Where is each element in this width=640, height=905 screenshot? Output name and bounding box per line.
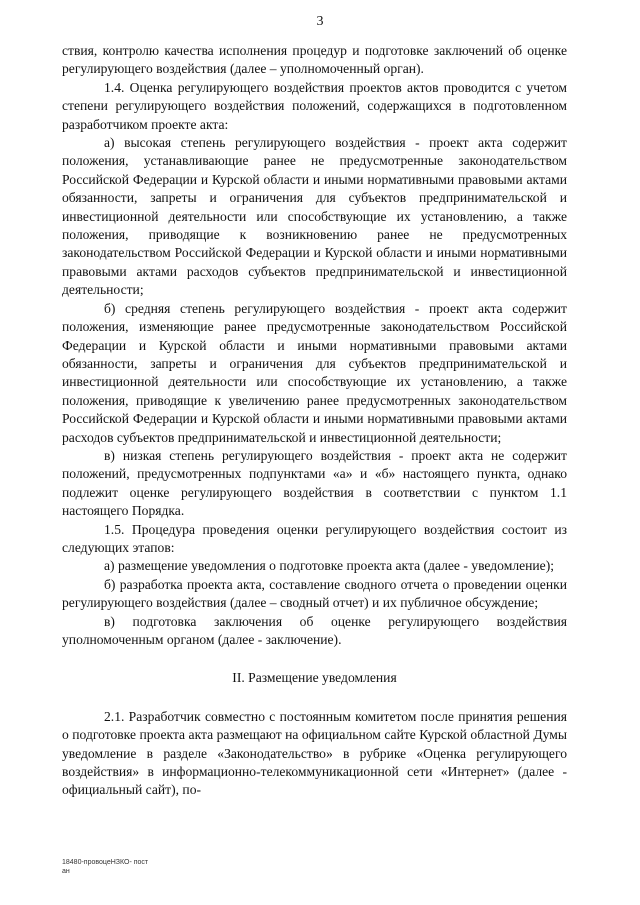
paragraph-2-1: 2.1. Разработчик совместно с постоянным комитетом после принятия решения о подготовке проекта акта размещают на официальном сайте Курской областной Думы уведомление в разделе «Законодательство» в рубрике «Оценка регулирующего воздействия» в информационно-телекоммуникационной сети «Интернет» (далее - официальный сайт), по- <box>62 708 567 798</box>
footer-note <box>62 858 148 876</box>
section-heading: II. Размещение уведомления <box>232 670 397 686</box>
paragraph-1-5-a: а) размещение уведомления о подготовке проекта акта (далее - уведомление); <box>104 558 555 574</box>
paragraph-1-4-a: а) высокая степень регулирующего воздействия - проект акта содержит положения, устанавливающие ранее не предусмотренные законодательством Российской Федерации и Курской области и иными нормативными правовыми актами обязанности, запреты и ограничения для субъектов предпринимательской и инвестиционной деятельности или способствующие их установлению, а также положения, приводящие к возникновению ранее не предусмотренных законодательством Российской Федерации и Курской области и иными нормативными правовыми актами расходов субъектов предпринимательской и инвестиционной деятельности; <box>62 135 567 298</box>
page-number: 3 <box>316 14 324 29</box>
paragraph-1-5-b: б) разработка проекта акта, составление сводного отчета о проведении оценки регулирующего воздействия (далее – сводный отчет) и их публичное обсуждение; <box>62 576 567 611</box>
paragraph-1-4-c: в) низкая степень регулирующего воздействия - проект акта не содержит положений, предусмотренных подпунктами «а» и «б» настоящего пункта, однако подлежит оценке регулирующего воздействия в соответствии с пунктом 1.1 настоящего Порядка. <box>62 447 567 519</box>
footer-line-2: ан <box>62 868 70 875</box>
paragraph-continuation: ствия, контролю качества исполнения процедур и подготовке заключений об оценке регулирующего воздействия (далее – уполномоченный орган). <box>62 43 567 77</box>
paragraph-1-4-b: б) средняя степень регулирующего воздействия - проект акта содержит положения, изменяющие ранее предусмотренные законодательством Российской Федерации и Курской области и иными нормативными правовыми актами обязанности, запреты и ограничения для субъектов предпринимательской и инвестиционной деятельности или способствующие их установлению, а также положения, приводящие к увеличению ранее предусмотренных законодательством Российской Федерации и Курской области и иными нормативными правовыми актами расходов субъектов предпринимательской и инвестиционной деятельности; <box>62 300 567 445</box>
paragraph-1-4: 1.4. Оценка регулирующего воздействия проектов актов проводится с учетом степени регулирующего воздействия положений, содержащихся в подготовленном разработчиком проекте акта: <box>62 79 567 132</box>
paragraph-1-5: 1.5. Процедура проведения оценки регулирующего воздействия состоит из следующих этапов: <box>62 521 567 555</box>
document-body <box>62 42 567 800</box>
footer-line-1: 18480-провоцеНЗКО- пост <box>62 859 149 866</box>
paragraph-1-5-c: в) подготовка заключения об оценке регулирующего воздействия уполномоченным органом (далее - заключение). <box>62 613 567 647</box>
